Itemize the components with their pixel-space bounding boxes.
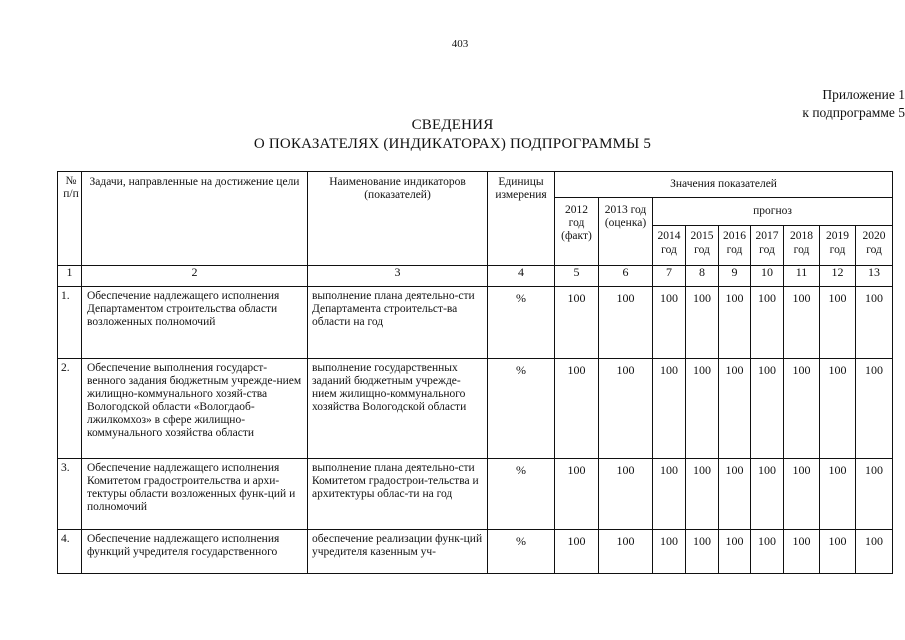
header-values: Значения показателей [555, 172, 893, 198]
row-task: Обеспечение надлежащего исполнения Департаментом строительства области возложенных полномочий [82, 287, 308, 359]
row-task: Обеспечение выполнения государст-венного задания бюджетным учрежде-нием жилищно-коммунального хозяй-ства Вологодской области «Вологдаоб-лжилкомхоз» в сфере жилищно-коммунального хозяйства области [82, 359, 308, 459]
row-unit: % [488, 459, 555, 530]
row-number: 1. [58, 287, 82, 359]
row-indicator: обеспечение реализации функ-ций учредителя казенным уч- [308, 530, 488, 574]
column-number: 3 [308, 266, 488, 287]
row-value: 100 [653, 459, 686, 530]
row-indicator: выполнение государственных заданий бюджетным учрежде-нием жилищно-коммунального хозяйства Вологодской области [308, 359, 488, 459]
appendix-line-1: Приложение 1 [822, 87, 905, 102]
row-number: 3. [58, 459, 82, 530]
row-value: 100 [719, 530, 751, 574]
row-unit: % [488, 287, 555, 359]
row-task: Обеспечение надлежащего исполнения функций учредителя государственного [82, 530, 308, 574]
row-value: 100 [820, 287, 856, 359]
row-value: 100 [555, 530, 599, 574]
row-value: 100 [653, 530, 686, 574]
header-year-2017: 2017 год [751, 226, 784, 266]
row-value: 100 [686, 459, 719, 530]
row-value: 100 [599, 530, 653, 574]
row-value: 100 [784, 287, 820, 359]
title-line-1: СВЕДЕНИЯ [411, 117, 494, 133]
row-value: 100 [820, 530, 856, 574]
header-unit: Единицы измерения [488, 172, 555, 266]
row-value: 100 [555, 459, 599, 530]
header-num [58, 172, 82, 266]
row-indicator: выполнение плана деятельно-сти Комитетом градострои-тельства и архитектуры облас-ти на год [308, 459, 488, 530]
row-value: 100 [599, 287, 653, 359]
column-number: 13 [856, 266, 893, 287]
column-number: 9 [719, 266, 751, 287]
row-unit: % [488, 359, 555, 459]
header-year-2019: 2019 год [820, 226, 856, 266]
indicators-table [57, 171, 893, 574]
header-year-2016: 2016 год [719, 226, 751, 266]
row-value: 100 [784, 530, 820, 574]
column-number: 11 [784, 266, 820, 287]
row-value: 100 [751, 287, 784, 359]
row-value: 100 [599, 359, 653, 459]
column-number: 10 [751, 266, 784, 287]
header-row-1 [58, 172, 893, 198]
row-value: 100 [686, 530, 719, 574]
row-value: 100 [856, 459, 893, 530]
row-value: 100 [856, 359, 893, 459]
table-row [58, 530, 893, 574]
row-value: 100 [719, 287, 751, 359]
column-number: 7 [653, 266, 686, 287]
row-unit: % [488, 530, 555, 574]
header-num-line1: № [65, 175, 77, 187]
title-line-2: О ПОКАЗАТЕЛЯХ (ИНДИКАТОРАХ) ПОДПРОГРАММЫ 5 [253, 136, 652, 152]
row-value: 100 [599, 459, 653, 530]
row-value: 100 [784, 459, 820, 530]
row-value: 100 [719, 459, 751, 530]
column-number: 6 [599, 266, 653, 287]
row-value: 100 [686, 359, 719, 459]
row-value: 100 [653, 359, 686, 459]
table-row [58, 287, 893, 359]
header-tasks: Задачи, направленные на достижение цели [82, 172, 308, 266]
row-value: 100 [751, 530, 784, 574]
row-number: 2. [58, 359, 82, 459]
header-year-2018: 2018 год [784, 226, 820, 266]
document-title [0, 116, 905, 154]
appendix-line-2: к подпрограмме 5 [802, 105, 905, 120]
row-number: 4. [58, 530, 82, 574]
row-value: 100 [856, 530, 893, 574]
row-value: 100 [856, 287, 893, 359]
header-2012: 2012 год (факт) [555, 198, 599, 266]
column-number-row [58, 266, 893, 287]
table-row [58, 359, 893, 459]
header-forecast: прогноз [653, 198, 893, 226]
row-value: 100 [751, 359, 784, 459]
row-value: 100 [820, 459, 856, 530]
page-number: 403 [451, 38, 469, 50]
column-number: 4 [488, 266, 555, 287]
header-year-2020: 2020 год [856, 226, 893, 266]
column-number: 8 [686, 266, 719, 287]
header-2013: 2013 год (оценка) [599, 198, 653, 266]
column-number: 12 [820, 266, 856, 287]
column-number: 1 [58, 266, 82, 287]
row-value: 100 [686, 287, 719, 359]
row-value: 100 [751, 459, 784, 530]
header-indicator: Наименование индикаторов (показателей) [308, 172, 488, 266]
row-value: 100 [555, 359, 599, 459]
row-value: 100 [653, 287, 686, 359]
row-task: Обеспечение надлежащего исполнения Комитетом градостроительства и архи-тектуры области возложенных функ-ций и полномочий [82, 459, 308, 530]
header-num-line2: п/п [63, 188, 79, 200]
column-number: 5 [555, 266, 599, 287]
header-year-2015: 2015 год [686, 226, 719, 266]
row-value: 100 [719, 359, 751, 459]
row-value: 100 [820, 359, 856, 459]
table-row [58, 459, 893, 530]
column-number: 2 [82, 266, 308, 287]
row-value: 100 [784, 359, 820, 459]
row-indicator: выполнение плана деятельно-сти Департамента строительст-ва области на год [308, 287, 488, 359]
header-year-2014: 2014 год [653, 226, 686, 266]
row-value: 100 [555, 287, 599, 359]
